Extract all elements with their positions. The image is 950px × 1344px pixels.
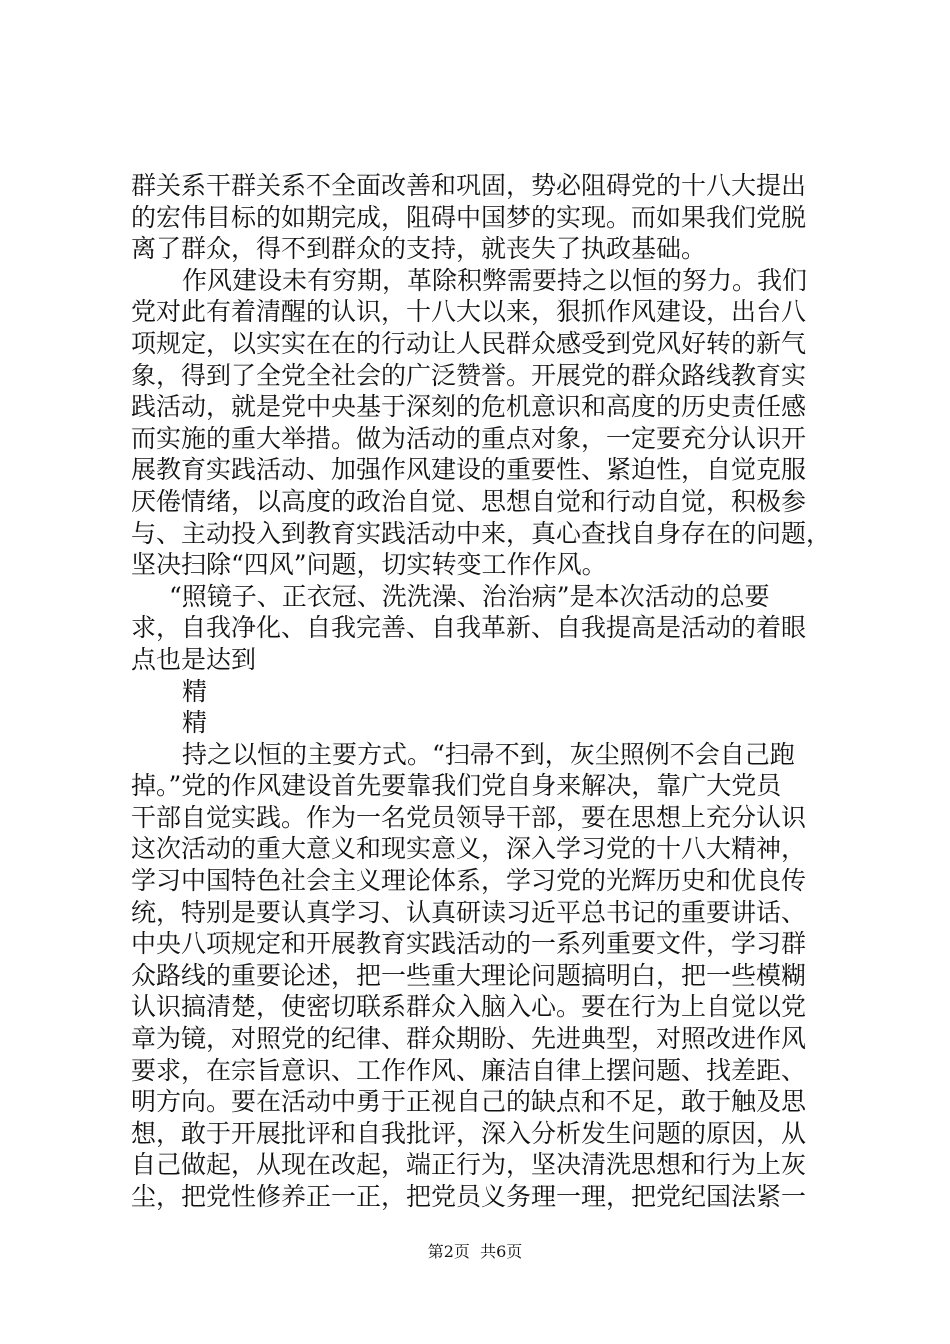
- text-line: 坚决扫除“四风”问题，切实转变工作作风。: [131, 550, 607, 580]
- text-line: 的宏伟目标的如期完成，阻碍中国梦的实现。而如果我们党脱: [131, 202, 807, 232]
- text-line: 自己做起，从现在改起，端正行为，坚决清洗思想和行为上灰: [131, 1150, 807, 1180]
- text-line: 作风建设未有穷期，革除积弊需要持之以恒的努力。我们: [182, 265, 808, 295]
- text-line: 群关系干群关系不全面改善和巩固，势必阻碍党的十八大提出: [131, 171, 807, 200]
- text-line: 众路线的重要论述，把一些重大理论问题搞明白，把一些模糊: [131, 960, 807, 990]
- text-line: 要求，在宗旨意识、工作作风、廉洁自律上摆问题、找差距、: [131, 1055, 807, 1085]
- text-line: 离了群众，得不到群众的支持，就丧失了执政基础。: [131, 234, 707, 264]
- text-line: 干部自觉实践。作为一名党员领导干部，要在思想上充分认识: [131, 802, 807, 832]
- text-line: 想，敢于开展批评和自我批评，深入分析发生问题的原因，从: [131, 1118, 807, 1148]
- text-line: 学习中国特色社会主义理论体系，学习党的光辉历史和优良传: [131, 866, 807, 896]
- text-line: 中央八项规定和开展教育实践活动的一系列重要文件，学习群: [131, 929, 807, 959]
- footer-separator: [470, 1242, 480, 1261]
- text-line: 展教育实践活动、加强作风建设的重要性、紧迫性，自觉克服: [131, 455, 807, 485]
- page-footer: [0, 1241, 950, 1263]
- text-line: 认识搞清楚，使密切联系群众入脑入心。要在行为上自觉以党: [131, 992, 807, 1022]
- text-line: 这次活动的重大意义和现实意义，深入学习党的十八大精神，: [131, 834, 807, 864]
- page-total: 共6页: [480, 1242, 523, 1261]
- text-line: 象，得到了全党全社会的广泛赞誉。开展党的群众路线教育实: [131, 360, 807, 390]
- text-line: 精: [182, 676, 208, 706]
- text-line: 统，特别是要认真学习、认真研读习近平总书记的重要讲话、: [131, 897, 807, 927]
- text-line: 点也是达到: [131, 644, 257, 674]
- text-line: 项规定，以实实在在的行动让人民群众感受到党风好转的新气: [131, 328, 807, 358]
- text-line: 章为镜，对照党的纪律、群众期盼、先进典型，对照改进作风: [131, 1024, 807, 1054]
- text-line: 践活动，就是党中央基于深刻的危机意识和高度的历史责任感: [131, 392, 807, 422]
- text-line: 明方向。要在活动中勇于正视自己的缺点和不足，敢于触及思: [131, 1087, 807, 1117]
- text-line: 持之以恒的主要方式。“扫帚不到，灰尘照例不会自己跑: [182, 739, 795, 769]
- text-line: 党对此有着清醒的认识，十八大以来，狠抓作风建设，出台八: [131, 297, 807, 327]
- text-line: 与、主动投入到教育实践活动中来，真心查找自身存在的问题，: [131, 518, 832, 548]
- text-line: 掉。”党的作风建设首先要靠我们党自身来解决，靠广大党员: [131, 771, 782, 801]
- text-line: “照镜子、正衣冠、洗洗澡、治治病”是本次活动的总要: [169, 581, 770, 611]
- document-body: [131, 170, 831, 1213]
- text-line: 求，自我净化、自我完善、自我革新、自我提高是活动的着眼: [131, 613, 807, 643]
- text-line: 而实施的重大举措。做为活动的重点对象，一定要充分认识开: [131, 423, 807, 453]
- text-line: 精: [182, 708, 208, 738]
- page-number: 第2页: [427, 1242, 470, 1261]
- text-line: 尘，把党性修养正一正，把党员义务理一理，把党纪国法紧一: [131, 1182, 807, 1211]
- text-line: 厌倦情绪，以高度的政治自觉、思想自觉和行动自觉，积极参: [131, 486, 807, 516]
